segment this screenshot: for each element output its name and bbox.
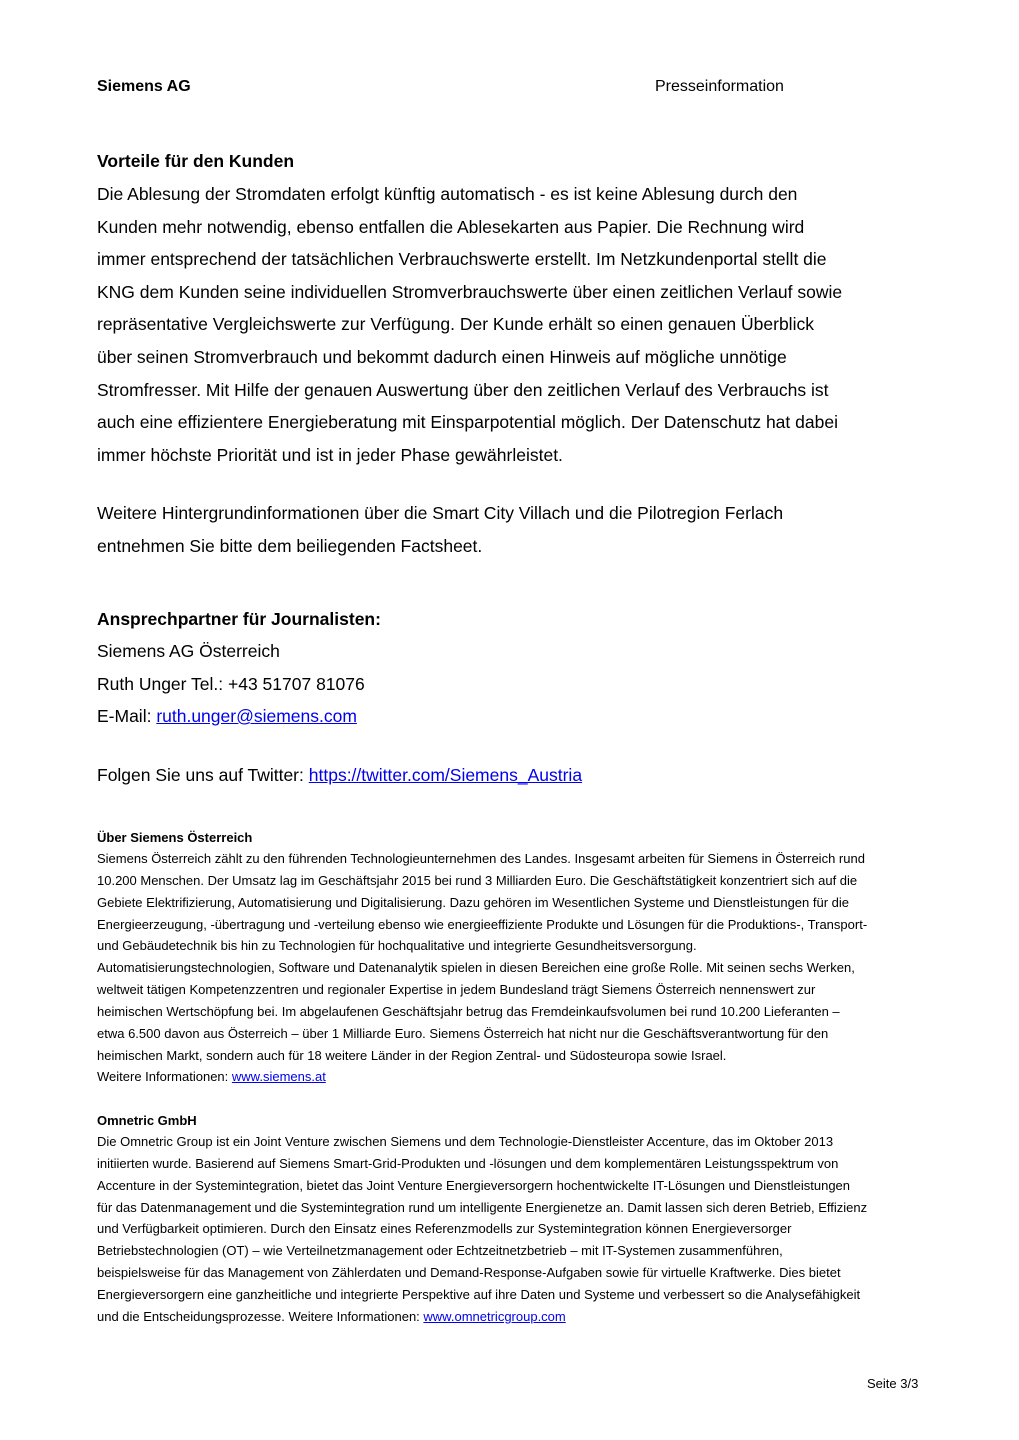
text-line: für das Datenmanagement und die Systemintegration rund um intelligente Energienetze an. Damit lassen sich deren Betrieb, Effizienz — [97, 1199, 868, 1215]
text-line: immer entsprechend der tatsächlichen Verbrauchswerte erstellt. Im Netzkundenportal stellt die — [97, 249, 827, 270]
text-line: Gebiete Elektrifizierung, Automatisierung und Digitalisierung. Dazu gehören im Wesentlichen Systeme und Dienstleistungen für die — [97, 894, 850, 910]
text-line: 10.200 Menschen. Der Umsatz lag im Geschäftsjahr 2015 bei rund 3 Milliarden Euro. Die Geschäftstätigkeit konzentriert sich auf die — [97, 872, 858, 888]
text-line: und Gebäudetechnik bis hin zu Technologien für hochqualitative und integrierte Gesundheitsversorgung. — [97, 938, 697, 954]
text-line: etwa 6.500 davon aus Österreich – über 1 Milliarde Euro. Siemens Österreich hat nicht nur die Geschäftsverantwortung für den — [97, 1025, 829, 1041]
contact-company: Siemens AG Österreich — [97, 641, 280, 661]
text-line: Die Ablesung der Stromdaten erfolgt künftig automatisch - es ist keine Ablesung durch den — [97, 184, 798, 204]
text-line: beispielsweise für das Management von Zählerdaten und Demand-Response-Aufgaben sowie für virtuelle Kraftwerke. Dies bietet — [97, 1265, 841, 1281]
contact-email-line — [97, 706, 357, 727]
about-siemens-title: Über Siemens Österreich — [97, 830, 253, 845]
text-line: immer höchste Priorität und ist in jeder Phase gewährleistet. — [97, 444, 563, 465]
more-info-label: Weitere Informationen: — [97, 1069, 232, 1085]
text-line: heimischen Markt, sondern auch für 18 weitere Länder in der Region Zentral- und Südosteuropa sowie Israel. — [97, 1047, 727, 1063]
more-info-line — [97, 1066, 927, 1088]
customer-benefits-paragraph — [97, 178, 927, 471]
text-line: Siemens Österreich zählt zu den führenden Technologieunternehmen des Landes. Insgesamt arbeiten für Siemens in Österreich rund — [97, 851, 865, 866]
background-info-paragraph — [97, 497, 927, 562]
text-line — [97, 1306, 927, 1328]
siemens-website-link[interactable]: www.siemens.at — [231, 1069, 326, 1085]
twitter-line — [97, 765, 582, 786]
text-line: repräsentative Vergleichswerte zur Verfügung. Der Kunde erhält so einen genauen Überblick — [97, 314, 814, 335]
text-line: Automatisierungstechnologien, Software und Datenanalytik spielen in diesen Bereichen eine große Rolle. Mit seinen sechs Werken, — [97, 960, 855, 976]
text-line: heimischen Wertschöpfung bei. Im abgelaufenen Geschäftsjahr betrug das Fremdeinkaufsvolumen bei rund 10.200 Lieferanten – — [97, 1003, 840, 1019]
omnetric-website-link[interactable]: www.omnetricgroup.com — [423, 1308, 566, 1324]
text-line: KNG dem Kunden seine individuellen Stromverbrauchswerte über einen zeitlichen Verlauf sowie — [97, 281, 843, 302]
text-line: weltweit tätigen Kompetenzzentren und regionaler Expertise in jedem Bundesland trägt Siemens Österreich nennenswert zur — [97, 982, 816, 998]
text-line: Stromfresser. Mit Hilfe der genauen Auswertung über den zeitlichen Verlauf des Verbrauchs ist — [97, 379, 829, 400]
omnetric-paragraph — [97, 1131, 927, 1328]
text-line: Kunden mehr notwendig, ebenso entfallen die Ablesekarten aus Papier. Die Rechnung wird — [97, 216, 805, 237]
twitter-label: Folgen Sie uns auf Twitter: — [97, 765, 309, 785]
text-line: Accenture in der Systemintegration, bietet das Joint Venture Energieversorgern hochentwickelte IT-Lösungen und Dienstleistungen — [97, 1177, 851, 1193]
contact-title: Ansprechpartner für Journalisten: — [97, 609, 381, 629]
text-line: und Verfügbarkeit optimieren. Durch den Einsatz eines Referenzmodells zur Systemintegration können Energieversorger — [97, 1221, 792, 1237]
contact-person: Ruth Unger Tel.: +43 51707 81076 — [97, 674, 365, 694]
text-line: entnehmen Sie bitte dem beiliegenden Factsheet. — [97, 535, 483, 556]
document-type: Presseinformation — [655, 78, 784, 95]
section-title-customer-benefits: Vorteile für den Kunden — [97, 151, 295, 171]
text-line: Betriebstechnologien (OT) – wie Verteilnetzmanagement oder Echtzeitnetzbetrieb – mit IT-Systemen zusammenführen, — [97, 1243, 783, 1259]
text-line: Energieversorgern eine ganzheitliche und integrierte Perspektive auf ihre Daten und Systeme und verbessert so die Analysefähigkeit — [97, 1286, 861, 1302]
text-line: Energieerzeugung, -übertragung und -verteilung ebenso wie energieeffiziente Produkte und Lösungen für die Produktions-, Transport- — [97, 916, 868, 932]
last-line-text: und die Entscheidungsprozesse. Weitere Informationen: — [97, 1308, 424, 1324]
text-line: Weitere Hintergrundinformationen über die Smart City Villach und die Pilotregion Ferlach — [97, 503, 784, 523]
text-line: initiierten wurde. Basierend auf Siemens Smart-Grid-Produkten und -lösungen und dem komplementären Leistungsspektrum von — [97, 1155, 839, 1171]
page-number: Seite 3/3 — [867, 1376, 919, 1391]
text-line: über seinen Stromverbrauch und bekommt dadurch einen Hinweis auf mögliche unnötige — [97, 346, 787, 367]
text-line: Die Omnetric Group ist ein Joint Venture zwischen Siemens und dem Technologie-Dienstleister Accenture, das im Oktober 2013 — [97, 1134, 834, 1149]
company-name: Siemens AG — [97, 78, 191, 95]
about-siemens-paragraph — [97, 848, 927, 1088]
email-link[interactable]: ruth.unger@siemens.com — [156, 706, 357, 726]
omnetric-title: Omnetric GmbH — [97, 1113, 197, 1128]
twitter-link[interactable]: https://twitter.com/Siemens_Austria — [308, 765, 583, 785]
email-label: E-Mail: — [97, 706, 157, 726]
text-line: auch eine effizientere Energieberatung mit Einsparpotential möglich. Der Datenschutz hat dabei — [97, 412, 838, 433]
